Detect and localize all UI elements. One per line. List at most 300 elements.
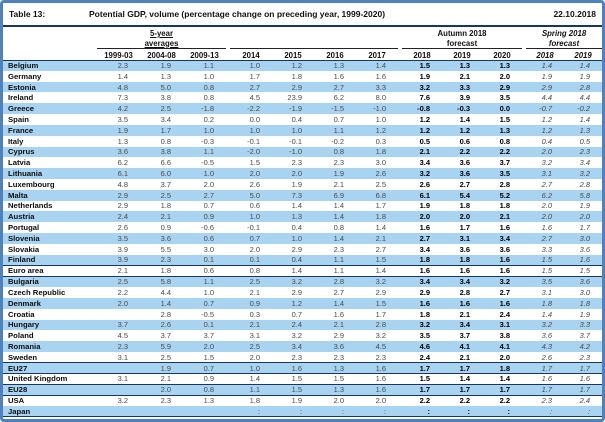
table-row [3, 330, 602, 341]
table-cell: 1.3 [272, 211, 314, 222]
table-cell: 4.1 [442, 341, 482, 352]
table-cell: 3.1 [117, 352, 128, 362]
table-cell: 1.2 [419, 114, 431, 124]
table-cell: 1.6 [442, 265, 482, 276]
table-cell: 3.6 [140, 233, 183, 244]
table-cell: 1.1 [183, 60, 226, 71]
table-row [3, 352, 602, 363]
table-cell: 2.7 [183, 190, 226, 201]
table-cell: 2.0 [442, 211, 482, 222]
table-cell: 5.2 [482, 190, 522, 201]
table-cell: 4.2 [97, 103, 140, 114]
table-cell: 3.1 [117, 374, 128, 384]
table-cell: 4.8 [117, 179, 128, 189]
col-header-autumn-2019: 2019 [442, 48, 482, 60]
table-cell: 4.6 [402, 341, 442, 352]
table-row [3, 157, 602, 168]
table-cell: 3.6 [459, 158, 471, 168]
table-cell: -1.5 [314, 103, 356, 114]
table-number-label: Table 13: [9, 9, 46, 19]
table-cell: 2.3 [579, 352, 591, 362]
table-cell: 0.4 [291, 223, 303, 233]
table-cell: 2.0 [526, 147, 564, 158]
table-cell: 8.0 [375, 93, 387, 103]
table-cell: -1.0 [272, 147, 314, 158]
table-cell: 1.7 [249, 71, 261, 81]
table-cell: 2.8 [314, 276, 356, 287]
table-row [3, 374, 602, 385]
table-cell: 3.3 [564, 320, 602, 331]
table-cell: 2.3 [375, 352, 387, 362]
table-cell: 3.9 [459, 93, 471, 103]
table-cell: 1.8 [356, 147, 398, 158]
table-cell: 1.2 [356, 125, 398, 136]
table-cell: 1.6 [375, 374, 387, 384]
table-cell: 1.9 [140, 363, 183, 374]
row-label-japan: Japan [3, 406, 97, 417]
row-label-euro-area: Euro area [3, 265, 97, 276]
row-label-poland: Poland [8, 331, 34, 341]
table-cell: : [402, 406, 442, 417]
table-cell: 1.4 [314, 233, 356, 244]
table-cell: 2.9 [291, 287, 303, 297]
table-cell: 3.4 [402, 276, 442, 287]
table-cell: 1.9 [579, 201, 591, 211]
table-cell: -0.8 [402, 103, 442, 114]
table-cell: 2.3 [564, 147, 602, 158]
table-cell: 5.4 [442, 190, 482, 201]
table-row [3, 320, 602, 331]
table-cell: 3.4 [419, 158, 431, 168]
table-cell: : [230, 406, 272, 417]
table-cell: 1.1 [183, 276, 226, 287]
table-cell: : [314, 406, 356, 417]
table-cell: -1.9 [272, 103, 314, 114]
table-cell: 2.5 [140, 103, 183, 114]
table-cell: 7.3 [272, 190, 314, 201]
table-cell: 1.0 [272, 233, 314, 244]
table-body [3, 60, 602, 417]
table-cell: 2.7 [499, 287, 511, 297]
table-cell: 2.7 [375, 244, 387, 254]
table-cell: 1.4 [499, 374, 511, 384]
table-cell: 1.1 [183, 147, 226, 158]
table-cell: 1.9 [140, 60, 183, 71]
table-row [3, 147, 602, 158]
table-cell: 1.4 [579, 114, 591, 124]
table-cell: 2.0 [564, 211, 602, 222]
table-cell: 4.4 [579, 93, 591, 103]
table-cell: 3.7 [97, 320, 140, 331]
table-cell: 1.5 [249, 158, 261, 168]
table-cell: -0.6 [201, 223, 215, 233]
table-cell: 1.5 [333, 374, 345, 384]
table-cell: -0.1 [247, 136, 261, 146]
table-cell: 1.2 [272, 298, 314, 309]
table-row [3, 201, 602, 212]
row-label-greece: Greece [3, 103, 97, 114]
row-label-latvia: Latvia [8, 158, 31, 168]
table-cell: 3.4 [272, 341, 314, 352]
row-label-finland: Finland [3, 255, 97, 266]
table-cell: 2.0 [272, 168, 314, 179]
row-label-estonia: Estonia [3, 82, 97, 93]
table-cell: 3.2 [291, 331, 303, 341]
row-label-hungary: Hungary [3, 320, 97, 331]
table-cell: 2.6 [140, 320, 183, 331]
table-cell: 1.1 [314, 125, 356, 136]
table-cell: 1.0 [230, 211, 272, 222]
row-label-sweden: Sweden [8, 352, 38, 362]
table-cell: 3.0 [375, 158, 387, 168]
table-cell: 1.7 [442, 363, 482, 374]
table-cell: 1.0 [230, 125, 272, 136]
table-cell: 1.7 [140, 125, 183, 136]
table-cell: 4.2 [564, 341, 602, 352]
table-cell: 1.4 [375, 223, 387, 233]
table-cell: 2.3 [140, 255, 183, 266]
table-cell: 3.6 [579, 244, 591, 254]
table-cell: 1.3 [160, 71, 171, 81]
table-cell: 1.8 [249, 396, 261, 406]
table-cell: 1.8 [160, 201, 171, 211]
row-label-germany: Germany [8, 71, 42, 81]
row-label-croatia: Croatia [8, 309, 35, 319]
group-averages-line2: averages [97, 38, 226, 48]
table-cell: 2.5 [230, 341, 272, 352]
table-cell: 1.0 [272, 125, 314, 136]
table-cell: 1.1 [314, 255, 356, 266]
table-cell: 1.5 [402, 60, 442, 71]
table-cell: 5.8 [140, 276, 183, 287]
table-cell: 2.0 [249, 352, 261, 362]
table-cell: 2.0 [97, 298, 140, 309]
table-cell: 2.5 [375, 179, 387, 189]
table-cell: 2.4 [272, 320, 314, 331]
table-cell: 2.1 [402, 147, 442, 158]
table-cell: 0.9 [160, 223, 171, 233]
table-cell: 1.5 [356, 298, 398, 309]
table-cell: 2.5 [230, 276, 272, 287]
table-cell: 2.6 [419, 179, 431, 189]
table-cell: 1.3 [117, 136, 128, 146]
table-cell: 1.7 [459, 223, 471, 233]
table-cell: 3.7 [160, 331, 171, 341]
table-cell: 6.2 [117, 158, 128, 168]
table-row [3, 265, 602, 276]
table-cell: 1.8 [419, 309, 431, 319]
table-cell: 3.7 [160, 179, 171, 189]
table-cell: 2.0 [203, 179, 215, 189]
table-cell: 2.0 [333, 396, 345, 406]
row-label-malta: Malta [3, 190, 97, 201]
table-cell: 4.3 [526, 341, 564, 352]
table-cell: 1.2 [541, 114, 553, 124]
table-cell: 4.5 [356, 341, 398, 352]
table-row [3, 276, 602, 287]
table-cell: 1.4 [314, 211, 356, 222]
table-cell: 3.0 [564, 233, 602, 244]
table-cell: 3.5 [482, 168, 522, 179]
table-cell: 3.2 [402, 82, 442, 93]
table-cell: 1.9 [291, 179, 303, 189]
table-cell: 1.4 [356, 60, 398, 71]
table-cell: 1.4 [249, 374, 261, 384]
table-cell: 1.6 [333, 309, 345, 319]
table-cell: 2.9 [117, 201, 128, 211]
table-cell: 1.6 [272, 363, 314, 374]
table-cell: 0.1 [183, 255, 226, 266]
table-cell: 1.6 [442, 298, 482, 309]
table-cell: 1.5 [564, 265, 602, 276]
table-cell: 2.3 [160, 396, 171, 406]
table-cell: -0.2 [331, 136, 345, 146]
table-cell: 3.5 [117, 114, 128, 124]
table-cell: 2.3 [291, 158, 303, 168]
table-cell: 3.3 [541, 244, 553, 254]
table-title: Potential GDP, volume (percentage change on preceding year, 1999-2020) [89, 9, 386, 19]
table-cell: 1.5 [291, 374, 303, 384]
table-cell: 3.4 [482, 233, 522, 244]
table-cell: 0.8 [203, 93, 215, 103]
table-cell: 1.2 [272, 60, 314, 71]
table-cell: 0.1 [230, 255, 272, 266]
table-cell: 5.8 [564, 190, 602, 201]
row-label-slovakia: Slovakia [8, 244, 40, 254]
table-cell: 2.2 [117, 287, 128, 297]
table-cell: 2.5 [160, 352, 171, 362]
table-cell: 3.8 [160, 93, 171, 103]
table-cell: 1.8 [564, 298, 602, 309]
table-cell: 1.7 [402, 384, 442, 395]
table-cell: 0.8 [499, 136, 511, 146]
table-cell: 6.2 [333, 93, 345, 103]
table-cell: 7.3 [117, 93, 128, 103]
table-cell: 3.4 [419, 244, 431, 254]
table-cell: 1.7 [579, 223, 591, 233]
table-row [3, 211, 602, 222]
table-cell: 1.2 [442, 125, 482, 136]
corner-cell [3, 38, 97, 48]
table-cell: 2.6 [541, 352, 553, 362]
table-cell: 2.0 [402, 211, 442, 222]
table-cell: 0.6 [183, 265, 226, 276]
table-cell: 2.9 [333, 331, 345, 341]
table-cell: 3.1 [482, 320, 522, 331]
table-cell: 2.0 [375, 396, 387, 406]
table-cell: 1.3 [482, 60, 522, 71]
table-cell: 3.5 [499, 93, 511, 103]
table-cell: 1.1 [314, 265, 356, 276]
group-history-line2 [230, 38, 398, 48]
row-label-slovenia: Slovenia [3, 233, 97, 244]
table-cell: 0.8 [183, 384, 226, 395]
group-history-line1 [230, 27, 398, 38]
table-cell: 1.4 [356, 265, 398, 276]
table-cell: 2.9 [482, 82, 522, 93]
col-header-2017: 2017 [356, 48, 398, 60]
table-cell: 4.4 [541, 93, 553, 103]
table-cell: 1.3 [314, 60, 356, 71]
table-cell: 3.5 [419, 331, 431, 341]
table-cell: 1.1 [230, 384, 272, 395]
group-spring-line1: Spring 2018 [541, 29, 587, 38]
row-label-spain: Spain [8, 114, 29, 124]
row-label-eu27: EU27 [3, 363, 97, 374]
table-cell: 2.3 [333, 244, 345, 254]
row-label-ireland: Ireland [8, 93, 34, 103]
table-cell: 3.1 [249, 331, 261, 341]
row-label-lithuania: Lithuania [3, 168, 97, 179]
table-cell: 1.0 [183, 168, 226, 179]
table-cell: 0.9 [183, 211, 226, 222]
table-cell: 1.4 [291, 201, 303, 211]
table-cell: 1.7 [375, 309, 387, 319]
table-row [3, 244, 602, 255]
table-cell: 0.6 [249, 201, 261, 211]
row-label-austria: Austria [3, 211, 97, 222]
table-row [3, 395, 602, 406]
table-cell: 2.4 [579, 396, 591, 406]
table-cell: 1.0 [203, 287, 215, 297]
table-cell: 3.2 [356, 276, 398, 287]
table-cell: 3.6 [442, 168, 482, 179]
table-cell: 3.7 [499, 158, 511, 168]
table-row [3, 179, 602, 190]
group-header-row-2 [3, 38, 602, 48]
table-cell: 1.4 [140, 298, 183, 309]
table-cell: 1.2 [526, 125, 564, 136]
row-label-bulgaria: Bulgaria [3, 276, 97, 287]
col-header-1999-03: 1999-03 [97, 48, 140, 60]
table-cell: 3.7 [203, 331, 215, 341]
table-cell: 1.0 [230, 363, 272, 374]
col-header-2016: 2016 [314, 48, 356, 60]
table-cell: 1.6 [541, 223, 553, 233]
table-row [3, 384, 602, 395]
table-cell: -0.7 [526, 103, 564, 114]
table-cell: -0.1 [247, 223, 261, 233]
table-cell: 3.6 [499, 244, 511, 254]
row-label-cyprus: Cyprus [3, 147, 97, 158]
table-cell: 2.1 [459, 309, 471, 319]
col-header-autumn-2020: 2020 [482, 48, 522, 60]
table-cell: 2.3 [97, 341, 140, 352]
table-cell: 0.7 [203, 201, 215, 211]
table-cell: 2.5 [97, 276, 140, 287]
table-cell: 0.8 [333, 223, 345, 233]
table-cell: 0.8 [183, 82, 226, 93]
table-row [3, 406, 602, 417]
table-cell: 2.7 [333, 287, 345, 297]
table-cell: 5.9 [140, 341, 183, 352]
table-cell: 1.3 [314, 363, 356, 374]
table-cell: 5.0 [140, 82, 183, 93]
table-row [3, 222, 602, 233]
table-cell: 0.5 [419, 136, 431, 146]
table-cell: 4.8 [97, 82, 140, 93]
table-cell: 3.1 [442, 233, 482, 244]
table-cell: 3.2 [541, 158, 553, 168]
table-cell: 2.1 [459, 71, 471, 81]
table-row [3, 233, 602, 244]
table-cell: 6.9 [314, 190, 356, 201]
table-cell: 1.4 [117, 71, 128, 81]
table-cell: 1.4 [526, 60, 564, 71]
table-cell: 3.2 [272, 276, 314, 287]
table-cell: 4.1 [482, 341, 522, 352]
table-cell: 1.6 [579, 374, 591, 384]
table-cell: 0.2 [203, 114, 215, 124]
table-cell: 2.8 [459, 287, 471, 297]
table-cell: 1.4 [333, 201, 345, 211]
table-cell: 0.3 [375, 136, 387, 146]
table-cell: 2.1 [97, 265, 140, 276]
table-cell: 0.3 [249, 309, 261, 319]
col-header-2009-13: 2009-13 [183, 48, 226, 60]
table-cell: 3.2 [482, 276, 522, 287]
table-cell: 2.2 [459, 396, 471, 406]
corner-cell [3, 48, 97, 60]
table-cell: 2.7 [314, 82, 356, 93]
table-cell: 3.1 [526, 168, 564, 179]
table-cell: 0.7 [183, 363, 226, 374]
row-label-italy: Italy [8, 136, 24, 146]
table-cell: 4.5 [249, 93, 261, 103]
table-cell: 1.0 [230, 60, 272, 71]
table-row [3, 136, 602, 147]
table-row [3, 92, 602, 103]
table-cell: 0.7 [230, 233, 272, 244]
table-cell: 0.4 [272, 255, 314, 266]
table-cell: 1.4 [541, 309, 553, 319]
table-cell: 1.9 [579, 309, 591, 319]
group-autumn-line1: Autumn 2018 [437, 29, 487, 38]
table-cell: 1.8 [402, 255, 442, 266]
table-cell: 1.9 [314, 168, 356, 179]
table-cell: 2.3 [541, 396, 553, 406]
table-cell: 2.1 [230, 320, 272, 331]
table-cell: 3.3 [356, 82, 398, 93]
table-cell: 1.9 [291, 396, 303, 406]
table-row [3, 298, 602, 309]
table-cell: : [526, 406, 564, 417]
table-cell: 1.7 [564, 384, 602, 395]
row-label-belgium: Belgium [3, 60, 97, 71]
table-cell: 1.5 [419, 374, 431, 384]
row-label-luxembourg: Luxembourg [8, 179, 55, 189]
row-label-czech-republic: Czech Republic [8, 287, 66, 297]
table-cell: 2.0 [541, 201, 553, 211]
table-cell: 3.2 [375, 331, 387, 341]
table-row [3, 363, 602, 374]
table-cell: 2.4 [419, 352, 431, 362]
row-label-portugal: Portugal [8, 223, 40, 233]
row-label-denmark: Denmark [3, 298, 97, 309]
table-cell: -0.1 [289, 136, 303, 146]
table-cell: 0.8 [160, 136, 171, 146]
col-header-2004-08: 2004-08 [140, 48, 183, 60]
col-header-2015: 2015 [272, 48, 314, 60]
table-cell: 6.6 [160, 158, 171, 168]
table-cell: 2.8 [579, 179, 591, 189]
table-cell: 7.6 [419, 93, 431, 103]
table-cell: 0.9 [203, 374, 215, 384]
table-cell: 6.8 [356, 190, 398, 201]
table-cell: 0.0 [482, 103, 522, 114]
table-cell: 2.0 [249, 244, 261, 254]
table-cell: 2.8 [160, 309, 171, 319]
